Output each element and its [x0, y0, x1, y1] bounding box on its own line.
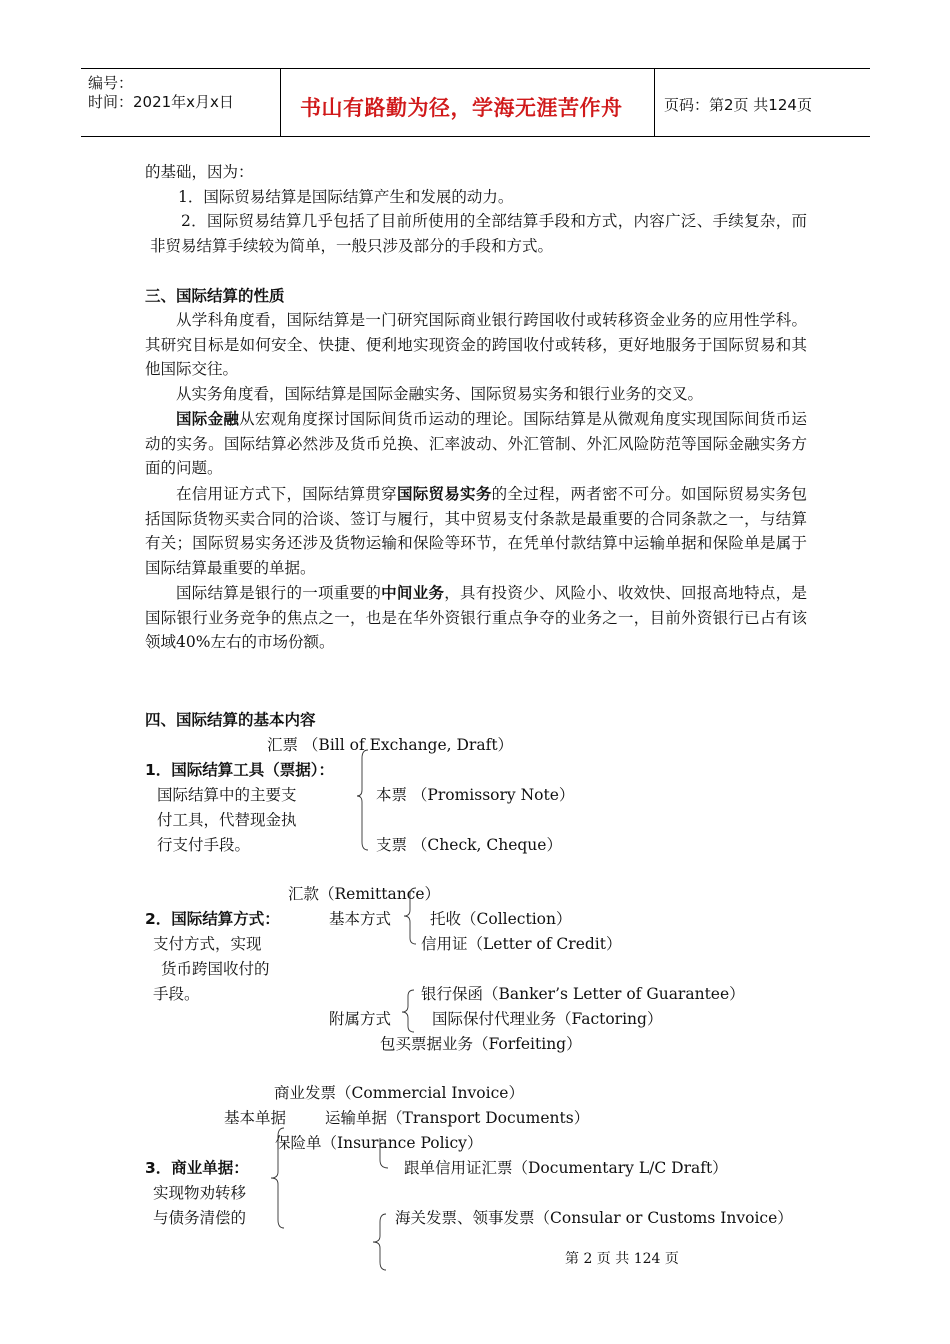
methods-desc-line: 手段。 — [153, 985, 200, 1003]
method-forfeiting: 包买票据业务（Forfeiting） — [380, 1035, 582, 1053]
intro-line: 的基础，因为： — [145, 163, 254, 181]
section-3-paragraph-3: 国际金融从宏观角度探讨国际间货币运动的理论。国际结算是从微观角度实现国际间货币运动的实务。国际结算必然涉及货币兑换、汇率波动、外汇管制、外汇风险防范等国际金融实务方面的问题。 — [145, 410, 807, 478]
method-letter-of-credit: 信用证（Letter of Credit） — [421, 935, 622, 953]
documents-lc-brace — [374, 1136, 392, 1172]
term-international-trade-practice: 国际贸易实务 — [396, 485, 492, 503]
section-3-paragraph-1: 从学科角度看，国际结算是一门研究国际商业银行跨国收付或转移资金业务的应用性学科。其研究目标是如何安全、快捷、便利地实现资金的跨国收付或转移，更好地服务于国际贸易和其他国际交往。 — [145, 311, 807, 379]
document-time-label: 时间：2021年x月x日 — [88, 93, 234, 111]
methods-heading: 2．国际结算方式： — [145, 910, 280, 928]
method-factoring: 国际保付代理业务（Factoring） — [432, 1010, 663, 1028]
methods-desc-line: 支付方式，实现 — [153, 935, 262, 953]
intro-item-1: 1．国际贸易结算是国际结算产生和发展的动力。 — [178, 188, 514, 206]
section-3-title: 三、国际结算的性质 — [145, 287, 285, 305]
documents-basic-label: 基本单据 — [224, 1109, 287, 1127]
doc-insurance-policy: 保险单（Insurance Policy） — [275, 1134, 483, 1152]
methods-basic-brace — [402, 886, 420, 948]
documents-main-brace — [268, 1126, 288, 1230]
header-divider — [280, 69, 281, 136]
tools-desc-line: 国际结算中的主要支 — [157, 786, 297, 804]
section-3-paragraph-5: 国际结算是银行的一项重要的中间业务，具有投资少、风险小、收效快、回报高地特点，是国际银行业务竞争的焦点之一，也是在华外资银行重点争夺的业务之一，目前外资银行已占有该领域40%左右的市场份额。 — [145, 584, 807, 652]
documents-desc-line: 实现物劝转移 — [153, 1184, 247, 1202]
documents-desc-line: 与债务清偿的 — [153, 1209, 247, 1227]
doc-transport-documents: 运输单据（Transport Documents） — [325, 1109, 590, 1127]
method-bank-guarantee: 银行保函（Banker’s Letter of Guarantee） — [421, 985, 745, 1003]
section-4-title: 四、国际结算的基本内容 — [145, 711, 316, 729]
methods-aux-brace — [400, 988, 418, 1034]
tools-desc-line: 付工具，代替现金执 — [157, 811, 297, 829]
section-3-paragraph-4: 在信用证方式下，国际结算贯穿国际贸易实务的全过程，两者密不可分。如国际贸易实务包括国际货物买卖合同的洽谈、签订与履行，其中贸易支付条款是最重要的合同条款之一，与结算有关；国际贸易实务还涉及货物运输和保险等环节，在凭单付款结算中运输单据和保险单是属于国际结算最重要的单据。 — [145, 485, 807, 577]
doc-commercial-invoice: 商业发票（Commercial Invoice） — [274, 1084, 524, 1102]
document-number-label: 编号： — [88, 74, 134, 92]
doc-customs-invoice: 海关发票、领事发票（Consular or Customs Invoice） — [395, 1209, 793, 1227]
tool-promissory-note: 本票 （Promissory Note） — [376, 786, 575, 804]
term-intermediary-business: 中间业务 — [381, 584, 445, 602]
documents-customs-brace — [370, 1212, 390, 1272]
doc-lc-draft: 跟单信用证汇票（Documentary L/C Draft） — [404, 1159, 728, 1177]
header-divider — [654, 69, 655, 136]
section-3-paragraph-2: 从实务角度看，国际结算是国际金融实务、国际贸易实务和银行业务的交叉。 — [176, 385, 704, 403]
header-page-info: 页码：第2页 共124页 — [664, 96, 812, 114]
methods-aux-label: 附属方式 — [329, 1010, 392, 1028]
intro-item-2: 2．国际贸易结算几乎包括了目前所使用的全部结算手段和方式，内容广泛、手续复杂，而非贸易结算手续较为简单，一般只涉及部分的手段和方式。 — [150, 212, 807, 255]
tool-check: 支票 （Check, Cheque） — [376, 836, 562, 854]
method-remittance: 汇款（Remittance） — [288, 885, 441, 903]
methods-basic-label: 基本方式 — [329, 910, 392, 928]
header-motto: 书山有路勤为径，学海无涯苦作舟 — [300, 96, 623, 120]
tools-brace — [356, 748, 374, 852]
methods-desc-line: 货币跨国收付的 — [161, 960, 270, 978]
term-international-finance: 国际金融 — [176, 410, 240, 428]
tools-desc-line: 行支付手段。 — [157, 836, 251, 854]
documents-heading: 3．商业单据： — [145, 1159, 249, 1177]
tool-bill-of-exchange: 汇票 （Bill of Exchange, Draft） — [267, 736, 514, 754]
tools-heading: 1．国际结算工具（票据）： — [145, 761, 335, 779]
method-collection: 托收（Collection） — [430, 910, 572, 928]
page-footer: 第 2 页 共 124 页 — [565, 1251, 679, 1267]
